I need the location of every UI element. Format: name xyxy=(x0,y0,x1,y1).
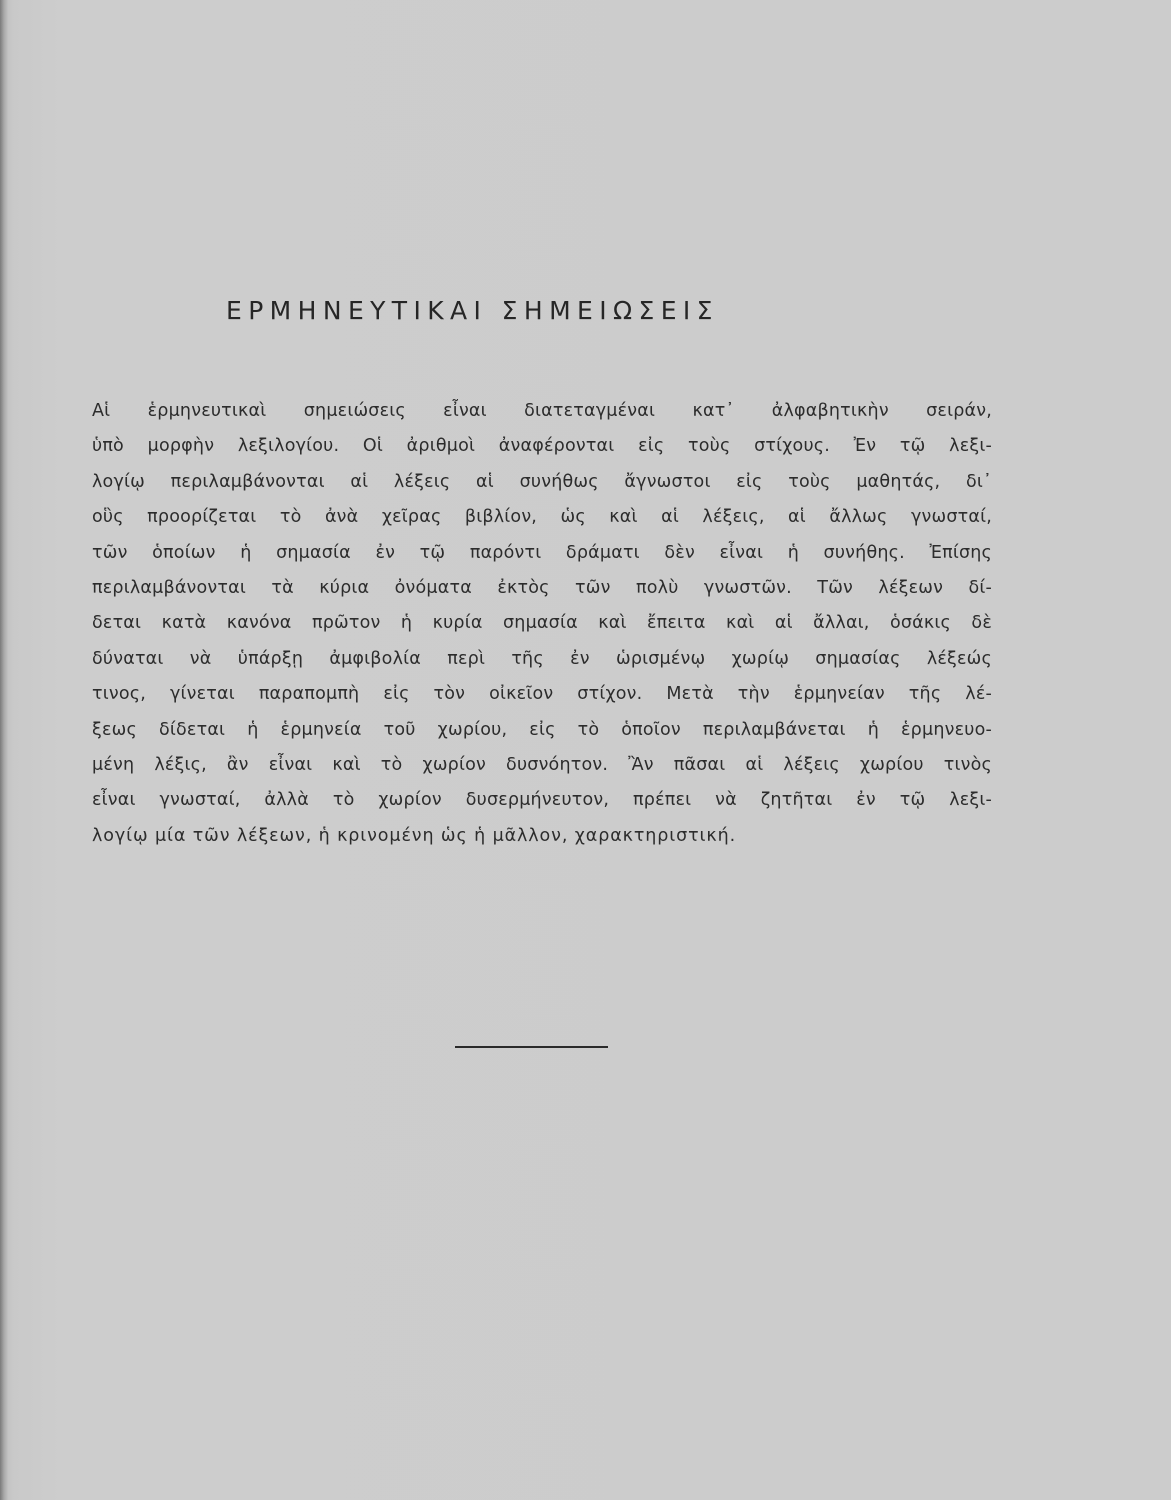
paragraph-line-9: τινος, γίνεται παραπομπὴ εἰς τὸν οἰκεῖον στίχον. Μετὰ τὴν ἑρμηνείαν τῆς λέ- xyxy=(92,684,992,705)
paragraph-line-12: εἶναι γνωσταί, ἀλλὰ τὸ χωρίον δυσερμήνευτον, πρέπει νὰ ζητῆται ἐν τῷ λεξι- xyxy=(92,790,992,811)
section-heading: ΕΡΜΗΝΕΥΤΙΚΑΙ ΣΗΜΕΙΩΣΕΙΣ xyxy=(226,296,719,325)
section-end-rule xyxy=(455,1046,608,1048)
paragraph-line-5: τῶν ὁποίων ἡ σημασία ἐν τῷ παρόντι δράματι δὲν εἶναι ἡ συνήθης. Ἐπίσης xyxy=(92,542,992,563)
paragraph-line-1: Αἱ ἑρμηνευτικαὶ σημειώσεις εἶναι διατεταγμέναι κατ᾽ ἀλφαβητικὴν σειράν, xyxy=(92,401,992,421)
paragraph-line-7: δεται κατὰ κανόνα πρῶτον ἡ κυρία σημασία καὶ ἔπειτα καὶ αἱ ἄλλαι, ὁσάκις δὲ xyxy=(92,613,992,634)
paragraph-line-3: λογίῳ περιλαμβάνονται αἱ λέξεις αἱ συνήθως ἄγνωστοι εἰς τοὺς μαθητάς, δι᾽ xyxy=(92,471,992,492)
paragraph-line-11: μένη λέξις, ἂν εἶναι καὶ τὸ χωρίον δυσνόητον. Ἂν πᾶσαι αἱ λέξεις χωρίου τινὸς xyxy=(92,754,992,775)
paragraph-line-8: δύναται νὰ ὑπάρξῃ ἀμφιβολία περὶ τῆς ἐν ὡρισμένῳ χωρίῳ σημασίας λέξεώς xyxy=(92,648,992,669)
paragraph-line-2: ὑπὸ μορφὴν λεξιλογίου. Οἱ ἀριθμοὶ ἀναφέρονται εἰς τοὺς στίχους. Ἐν τῷ λεξι- xyxy=(92,436,992,457)
paragraph-line-13: λογίῳ μία τῶν λέξεων, ἡ κρινομένη ὡς ἡ μᾶλλον, χαρακτηριστική. xyxy=(92,825,737,846)
paragraph-line-10: ξεως δίδεται ἡ ἑρμηνεία τοῦ χωρίου, εἰς τὸ ὁποῖον περιλαμβάνεται ἡ ἑρμηνευο- xyxy=(92,719,992,740)
explanatory-notes-paragraph xyxy=(92,394,992,854)
book-spine-shadow xyxy=(0,0,8,1500)
paragraph-line-6: περιλαμβάνονται τὰ κύρια ὀνόματα ἐκτὸς τῶν πολὺ γνωστῶν. Τῶν λέξεων δί- xyxy=(92,577,992,598)
paragraph-line-4: οὓς προορίζεται τὸ ἀνὰ χεῖρας βιβλίον, ὡς καὶ αἱ λέξεις, αἱ ἄλλως γνωσταί, xyxy=(92,507,992,528)
